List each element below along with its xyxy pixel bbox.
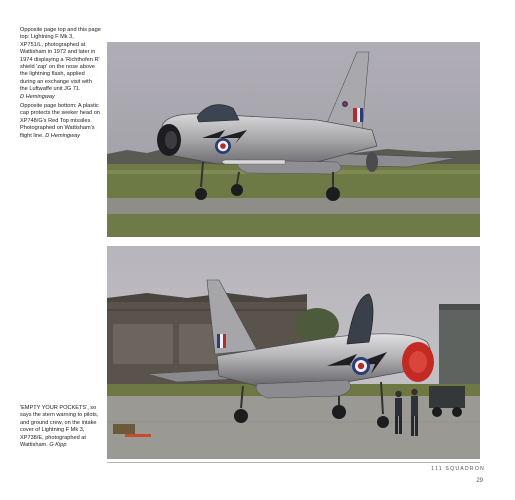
- caption-line: XP738/E, photographed at: [20, 434, 86, 441]
- caption-line: cover of Lightning F Mk 3,: [20, 427, 85, 434]
- photo-credit: D Hemingway: [45, 132, 81, 139]
- caption-line: Wattisham.: [20, 442, 48, 449]
- caption-line: 'EMPTY YOUR POCKETS', so: [20, 405, 97, 411]
- caption-line: Wattisham in 1972 and later in: [20, 49, 96, 56]
- caption-middle: [20, 103, 105, 140]
- caption-line: shield 'zap' on the nose above: [20, 64, 95, 71]
- caption-line: the lightning flash, applied: [20, 71, 85, 78]
- caption-line: XP748/G's Red Top missiles.: [20, 117, 92, 124]
- caption-line: says the stern warning to pilots,: [20, 412, 99, 419]
- footer-rule: [107, 462, 480, 463]
- caption-line: and ground crew, on the intake: [20, 419, 97, 426]
- photo-lightning-ground-crew: [107, 246, 480, 459]
- caption-line: during an exchange visit with: [20, 78, 92, 85]
- caption-line: the Luftwaffe unit JG 71.: [20, 86, 81, 93]
- caption-line: XP751/L, photographed at: [20, 41, 86, 48]
- photo-credit: D Hemingway: [20, 93, 55, 100]
- caption-line: Opposite page top and this page: [20, 27, 101, 33]
- photo-lightning-taxiing: [107, 42, 480, 237]
- caption-line: cap protects the seeker head on: [20, 110, 100, 117]
- caption-line: top: Lightning F Mk 3,: [20, 34, 74, 41]
- caption-line: 1974 displaying a 'Richthofen R': [20, 56, 100, 63]
- caption-line: Photographed on Wattisham's: [20, 125, 95, 132]
- section-title: 111 SQUADRON: [431, 466, 485, 472]
- caption-line: flight line.: [20, 132, 44, 139]
- caption-line: Opposite page bottom: A plastic: [20, 103, 99, 109]
- photo-credit: G Kipp: [49, 442, 67, 449]
- page-number: 29: [476, 478, 483, 484]
- caption-bottom: [20, 405, 105, 449]
- caption-top: [20, 27, 105, 101]
